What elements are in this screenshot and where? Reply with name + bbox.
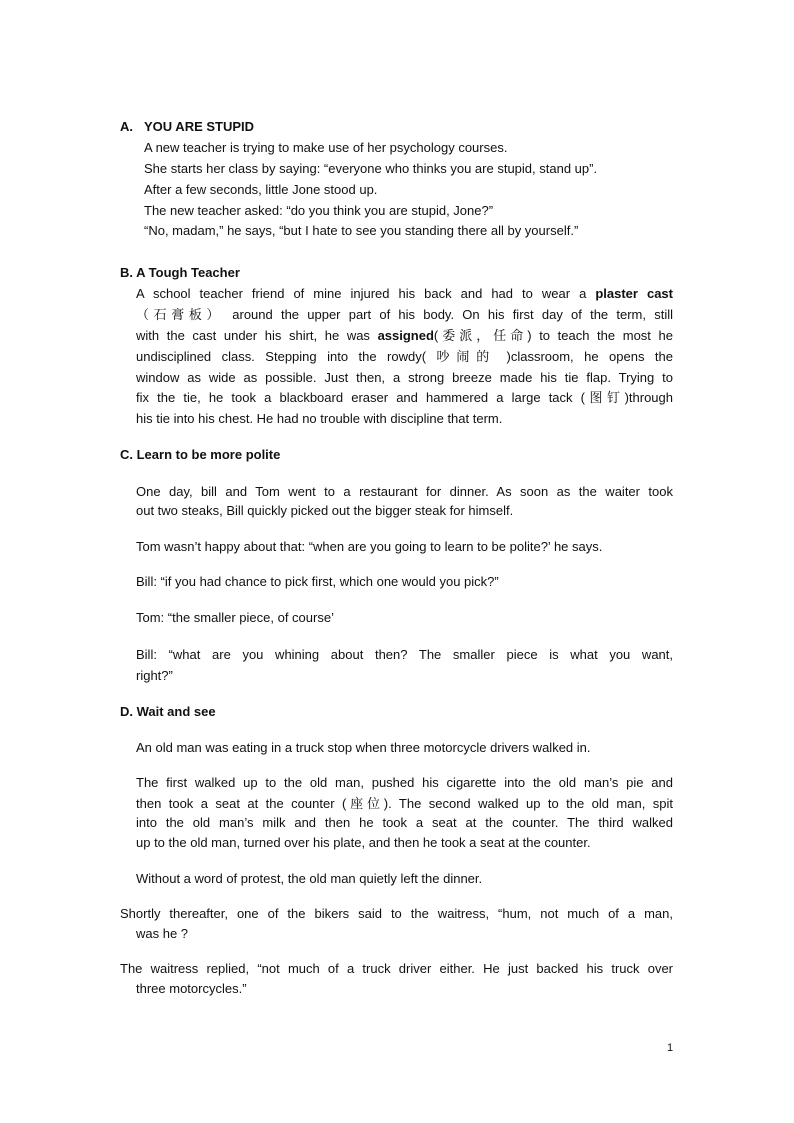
section-c-line: right?” bbox=[136, 668, 173, 683]
section-a-line: “No, madam,” he says, “but I hate to see you standing there all by yourself.” bbox=[144, 223, 579, 238]
section-b-line: window as wide as possible. Just then, a strong breeze made his tie flap. Trying to bbox=[136, 370, 673, 385]
section-c-line: One day, bill and Tom went to a restaurant for dinner. As soon as the waiter took bbox=[136, 484, 673, 499]
section-d-line: Shortly thereafter, one of the bikers said to the waitress, “hum, not much of a man, bbox=[120, 906, 673, 921]
section-b-line: A school teacher friend of mine injured his back and had to wear a plaster cast bbox=[136, 286, 673, 301]
section-d-line: into the old man’s milk and then he took a seat at the counter. The third walked bbox=[136, 815, 673, 830]
term-assigned: assigned bbox=[377, 328, 434, 343]
section-d-line: The first walked up to the old man, pushed his cigarette into the old man’s pie and bbox=[136, 775, 673, 790]
section-a-heading bbox=[120, 119, 254, 134]
section-b-line: （石膏板） around the upper part of his body. On his first day of the term, still bbox=[136, 307, 673, 322]
section-d-line: Without a word of protest, the old man quietly left the dinner. bbox=[136, 871, 483, 886]
section-c-line: Tom wasn’t happy about that: “when are you going to learn to be polite?’ he says. bbox=[136, 539, 603, 554]
page-number: 1 bbox=[667, 1042, 674, 1054]
section-b-heading: B. A Tough Teacher bbox=[120, 265, 240, 280]
section-b-line: fix the tie, he took a blackboard eraser and hammered a large tack (图钉)through bbox=[136, 390, 673, 405]
section-d-line: An old man was eating in a truck stop when three motorcycle drivers walked in. bbox=[136, 740, 591, 755]
section-a-line: She starts her class by saying: “everyone who thinks you are stupid, stand up”. bbox=[144, 161, 598, 176]
section-d-heading: D. Wait and see bbox=[120, 704, 216, 719]
section-c-line: Bill: “what are you whining about then? The smaller piece is what you want, bbox=[136, 647, 673, 662]
section-b-line: undisciplined class. Stepping into the rowdy( 吵闹的 )classroom, he opens the bbox=[136, 349, 673, 364]
section-b-line: his tie into his chest. He had no trouble with discipline that term. bbox=[136, 411, 503, 426]
section-b-line: with the cast under his shirt, he was assigned(委派，任命) to teach the most he bbox=[136, 328, 673, 343]
section-c-heading: C. Learn to be more polite bbox=[120, 447, 281, 462]
section-d-line: up to the old man, turned over his plate, and then he took a seat at the counter. bbox=[136, 835, 591, 850]
section-a-letter: A. bbox=[120, 119, 133, 134]
section-d-line: three motorcycles.” bbox=[136, 981, 247, 996]
section-d-line: was he ? bbox=[136, 926, 189, 941]
section-a-line: The new teacher asked: “do you think you are stupid, Jone?” bbox=[144, 203, 494, 218]
section-c-line: Tom: “the smaller piece, of course’ bbox=[136, 610, 334, 625]
section-a-line: A new teacher is trying to make use of her psychology courses. bbox=[144, 140, 508, 155]
section-c-line: Bill: “if you had chance to pick first, which one would you pick?” bbox=[136, 574, 499, 589]
section-d-line: then took a seat at the counter (座位). The second walked up to the old man, spit bbox=[136, 796, 673, 811]
section-c-line: out two steaks, Bill quickly picked out the bigger steak for himself. bbox=[136, 503, 514, 518]
section-d-line: The waitress replied, “not much of a truck driver either. He just backed his truck over bbox=[120, 961, 673, 976]
section-a-line: After a few seconds, little Jone stood up. bbox=[144, 182, 378, 197]
term-plaster-cast: plaster cast bbox=[595, 286, 673, 301]
section-a-title: YOU ARE STUPID bbox=[144, 119, 255, 134]
